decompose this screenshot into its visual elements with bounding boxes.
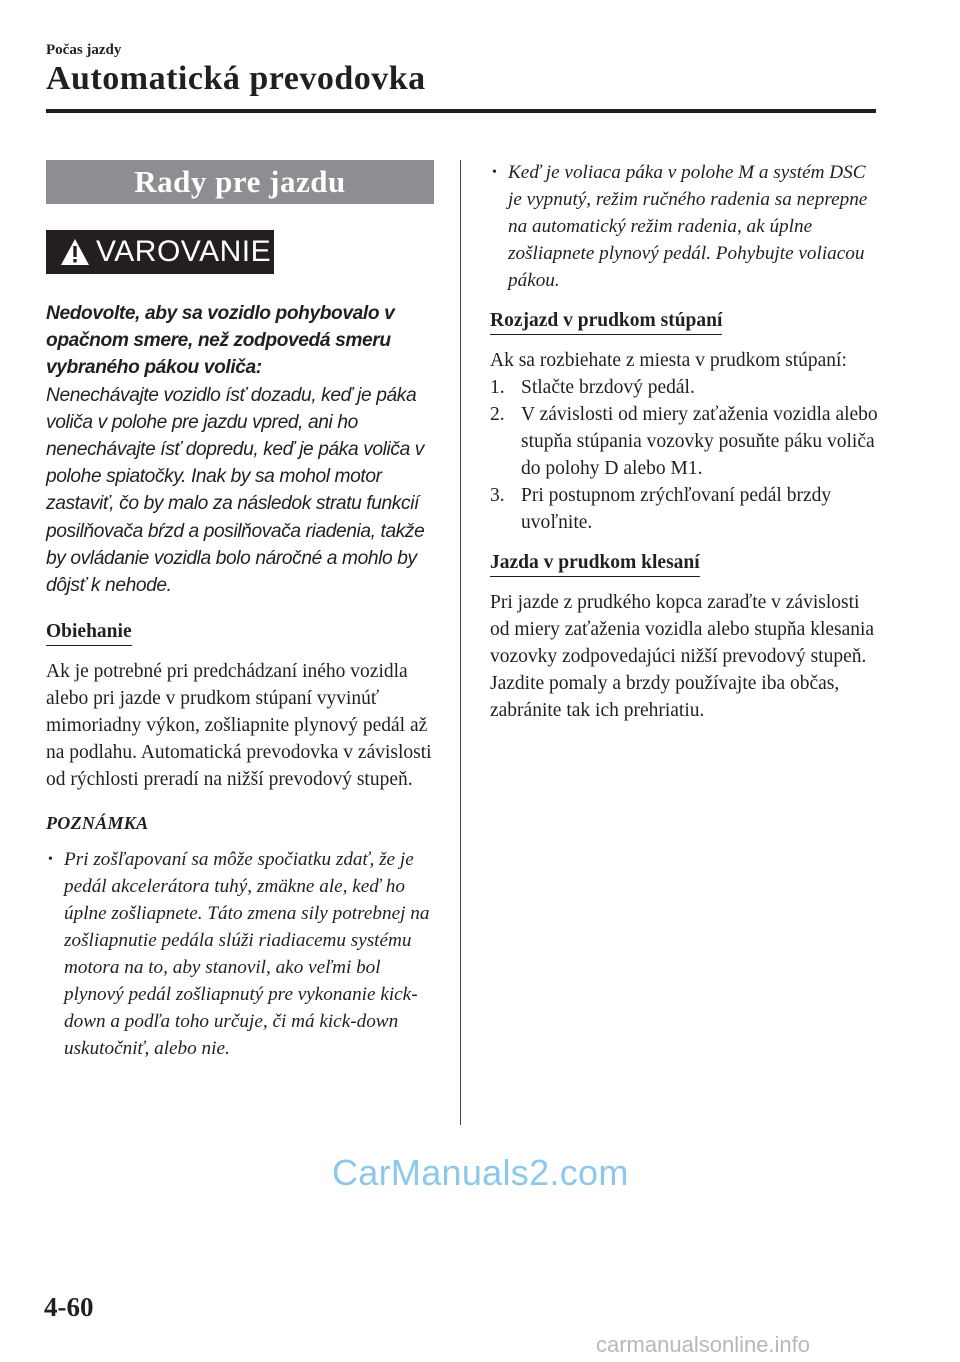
step-number: 1.: [490, 377, 505, 398]
uphill-heading: Rozjazd v prudkom stúpaní: [490, 310, 722, 335]
section-label: Počas jazdy: [46, 42, 122, 58]
downhill-text: Pri jazde z prudkého kopca zaraďte v závislosti od miery zaťaženia vozidla alebo stupňa klesania vozovky zodpovedajúci nižší prevodový stupeň. Jazdite pomaly a brzdy používajte iba občas, zabránite tak ich prehriatiu.: [490, 592, 875, 721]
bullet-dot-icon: •: [492, 165, 497, 180]
list-item: [490, 401, 880, 482]
note-item: [490, 159, 880, 294]
downhill-heading: Jazda v prudkom klesaní: [490, 552, 700, 577]
right-column: [490, 160, 880, 724]
corner-watermark: carmanualsonline.info: [596, 1332, 811, 1357]
uphill-steps: [490, 374, 880, 536]
warning-label: VAROVANIE: [96, 235, 272, 268]
list-item: [490, 374, 880, 401]
step-text: Pri postupnom zrýchľovaní pedál brzdy uvoľnite.: [521, 485, 832, 533]
section-banner: Rady pre jazdu: [46, 160, 434, 204]
warning-bold-text: Nedovolte, aby sa vozidlo pohybovalo v opačnom smere, než zodpovedá smeru vybraného pákou voliča:: [46, 303, 395, 379]
warning-triangle-icon: [60, 238, 90, 266]
overtaking-text: Ak je potrebné pri predchádzaní iného vozidla alebo pri jazde v prudkom stúpaní vyvinúť mimoriadny výkon, zošliapnite plynový pedál až na podlahu. Automatická prevodovka v závislosti od rýchlosti preradí na nižší prevodový stupeň.: [46, 661, 432, 791]
note-label: POZNÁMKA: [46, 813, 149, 834]
page-title: Automatická prevodovka: [46, 60, 426, 97]
overtaking-heading: Obiehanie: [46, 621, 132, 646]
warning-text: [46, 300, 434, 599]
step-number: 2.: [490, 404, 505, 425]
note-item: [46, 846, 434, 1062]
column-divider: [460, 160, 461, 1125]
uphill-intro: Ak sa rozbiehate z miesta v prudkom stúpaní:: [490, 350, 847, 371]
note-text: Keď je voliaca páka v polohe M a systém DSC je vypnutý, režim ručného radenia sa neprepne na automatický režim radenia, ak úplne zošliapnete plynový pedál. Pohybujte voliacou pákou.: [508, 162, 868, 291]
note-text: Pri zošľapovaní sa môže spočiatku zdať, že je pedál akcelerátora tuhý, zmäkne ale, keď ho úplne zošliapnete. Táto zmena sily potrebnej na zošliapnutie pedála slúži riadiacemu systému motora na to, aby stanovil, ako veľmi bol plynový pedál zošliapnutý pre vykonanie kick-down a podľa toho určuje, či má kick-down uskutočniť, alebo nie.: [64, 849, 430, 1060]
list-item: [490, 482, 880, 536]
step-number: 3.: [490, 485, 505, 506]
title-rule: [46, 109, 876, 113]
warning-body-text: Nenechávajte vozidlo ísť dozadu, keď je páka voliča v polohe pre jazdu vpred, ani ho nenechávajte ísť dopredu, keď je páka voliča v polohe spiatočky. Inak by sa mohol motor zastaviť, čo by malo za následok stratu funkcií posilňovača bŕzd a posilňovača riadenia, takže by ovládanie vozidla bolo náročné a mohlo by dôjsť k nehode.: [46, 384, 425, 597]
left-column: [46, 160, 434, 1062]
step-text: Stlačte brzdový pedál.: [521, 377, 695, 398]
watermark: CarManuals2.com: [332, 1152, 629, 1193]
step-text: V závislosti od miery zaťaženia vozidla alebo stupňa stúpania vozovky posuňte páku voliča do polohy D alebo M1.: [521, 404, 878, 479]
warning-badge: [46, 230, 274, 274]
bullet-dot-icon: •: [48, 852, 53, 868]
page-number: 4-60: [44, 1292, 94, 1322]
